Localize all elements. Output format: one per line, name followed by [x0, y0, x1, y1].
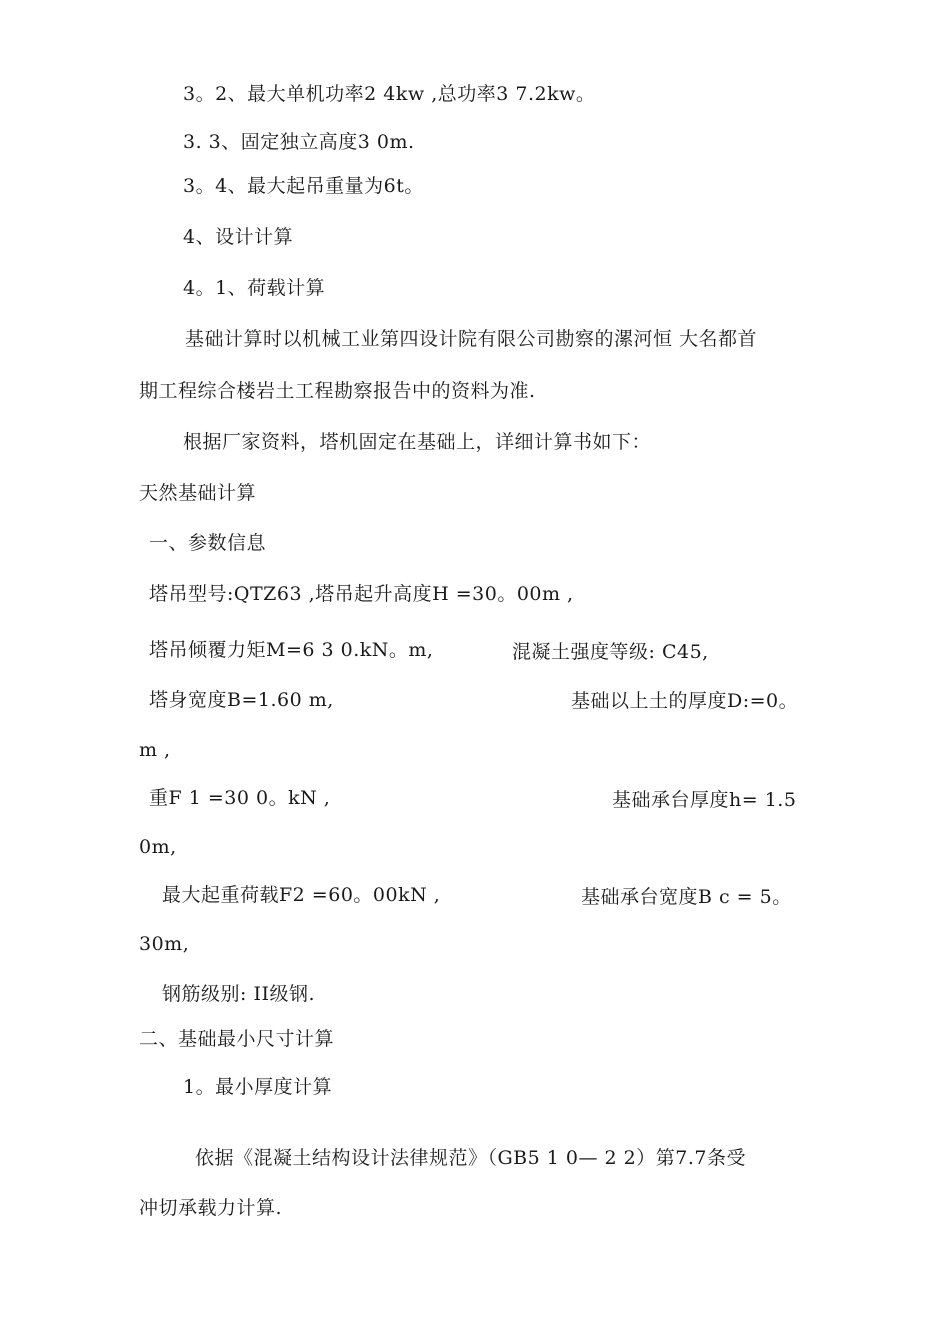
section-heading: 4、设计计算 [183, 226, 294, 248]
paragraph-line: 根据厂家资料，塔机固定在基础上，详细计算书如下： [183, 431, 652, 453]
param-line: 基础承台宽度B c = 5。 [581, 886, 792, 908]
paragraph-line: 基础计算时以机械工业第四设计院有限公司勘察的漯河恒 大名都首 [185, 328, 758, 350]
param-line: 塔吊型号:QTZ63 ,塔吊起升高度H =30。00m , [149, 583, 574, 605]
param-line: 0m, [139, 836, 177, 858]
param-line: 最大起重荷载F2 =60。00kN , [162, 884, 441, 906]
param-line: 30m, [139, 933, 190, 955]
section-heading: 一、参数信息 [149, 532, 267, 554]
paragraph-line: 依据《混凝土结构设计法律规范》（GB5 1 0— 2 2）第7.7条受 [195, 1147, 746, 1169]
section-heading: 天然基础计算 [139, 482, 257, 504]
text-line: 3。2、最大单机功率2 4kw ,总功率3 7.2kw。 [183, 83, 596, 105]
text-line: 3。4、最大起吊重量为6t。 [183, 175, 424, 197]
section-heading: 二、基础最小尺寸计算 [139, 1028, 335, 1050]
paragraph-line: 期工程综合楼岩土工程勘察报告中的资料为准. [139, 380, 536, 402]
param-line: 塔身宽度B=1.60 m, [149, 689, 334, 711]
subsection-heading: 4。1、荷载计算 [183, 277, 326, 299]
paragraph-line: 冲切承载力计算. [139, 1197, 283, 1219]
param-line: 基础以上土的厚度D:=0。 [571, 690, 799, 712]
param-line: 塔吊倾覆力矩M=6 3 0.kN。m, [149, 639, 434, 661]
param-line: 混凝土强度等级: C45, [512, 641, 709, 663]
subsection-heading: 1。最小厚度计算 [183, 1076, 333, 1098]
param-line: m , [139, 739, 171, 761]
param-line: 钢筋级别: II级钢. [162, 983, 315, 1005]
text-line: 3. 3、固定独立高度3 0m. [183, 131, 415, 153]
param-line: 重F 1 =30 0。kN , [149, 787, 331, 809]
param-line: 基础承台厚度h= 1.5 [612, 789, 797, 811]
